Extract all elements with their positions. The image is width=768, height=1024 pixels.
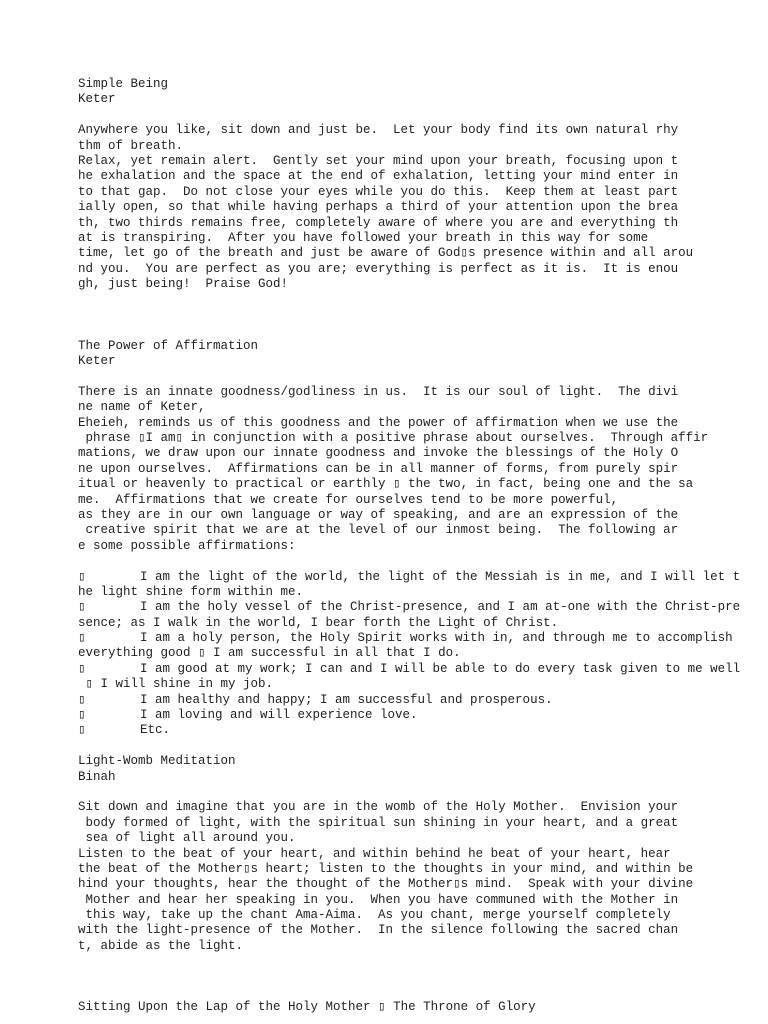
body-line: he exhalation and the space at the end of exhalation, letting your mind enter in <box>78 169 679 184</box>
spacer <box>78 292 768 307</box>
spacer <box>78 369 768 384</box>
body-line: phrase ▯I am▯ in conjunction with a positive phrase about ourselves. Through affir <box>78 430 709 445</box>
spacer <box>78 954 768 969</box>
body-line: Anywhere you like, sit down and just be. Let your body find its own natural rhy <box>78 123 679 138</box>
list-item-continuation: he light shine form within me. <box>78 584 304 599</box>
body-line: hind your thoughts, hear the thought of the Mother▯s mind. Speak with your divine <box>78 877 694 892</box>
list-item <box>78 708 768 723</box>
body-line: the beat of the Mother▯s heart; listen to the thoughts in your mind, and within be <box>78 861 694 876</box>
bullet-glyph: ▯ <box>78 631 86 646</box>
list-item-text: I am good at my work; I can and I will be able to do every task given to me well <box>140 661 741 676</box>
list-item <box>78 631 768 646</box>
body-line: There is an innate goodness/godliness in us. It is our soul of light. The divi <box>78 384 679 399</box>
list-item-text: I am a holy person, the Holy Spirit works with in, and through me to accomplish <box>140 631 733 646</box>
section-sephirah: Keter <box>78 92 116 107</box>
spacer <box>78 739 768 754</box>
spacer <box>78 985 768 1000</box>
list-item-continuation: sence; as I walk in the world, I bear forth the Light of Christ. <box>78 615 559 630</box>
body-line: to that gap. Do not close your eyes while you do this. Keep them at least part <box>78 184 679 199</box>
bullet-glyph: ▯ <box>78 708 86 723</box>
section-sephirah: Binah <box>78 769 116 784</box>
body-line: t, abide as the light. <box>78 938 244 953</box>
body-line: Listen to the beat of your heart, and within behind he beat of your heart, hear <box>78 846 671 861</box>
bullet-glyph: ▯ <box>78 692 86 707</box>
list-item <box>78 662 768 677</box>
body-line: Relax, yet remain alert. Gently set your mind upon your breath, focusing upon t <box>78 153 679 168</box>
spacer <box>78 308 768 323</box>
document-page <box>78 77 768 1016</box>
section-title: Sitting Upon the Lap of the Holy Mother ▯ The Throne of Glory <box>78 1000 536 1015</box>
spacer <box>78 785 768 800</box>
body-line: e some possible affirmations: <box>78 538 296 553</box>
body-line: with the light-presence of the Mother. In the silence following the sacred chan <box>78 923 679 938</box>
body-line: me. Affirmations that we create for ourselves tend to be more powerful, <box>78 492 619 507</box>
body-line: itual or heavenly to practical or earthly ▯ the two, in fact, being one and the sa <box>78 477 694 492</box>
spacer <box>78 108 768 123</box>
spacer <box>78 323 768 338</box>
list-item <box>78 693 768 708</box>
list-item-text: I am healthy and happy; I am successful and prosperous. <box>140 692 553 707</box>
body-line: Sit down and imagine that you are in the womb of the Holy Mother. Envision your <box>78 800 679 815</box>
body-line: ne name of Keter, <box>78 400 206 415</box>
bullet-glyph: ▯ <box>78 661 86 676</box>
section-title: Simple Being <box>78 77 169 91</box>
body-line: sea of light all around you. <box>78 831 296 846</box>
bullet-glyph: ▯ <box>78 569 86 584</box>
body-line: this way, take up the chant Ama-Aima. As you chant, merge yourself completely <box>78 908 671 923</box>
spacer <box>78 970 768 985</box>
bullet-glyph: ▯ <box>78 600 86 615</box>
body-line: ially open, so that while having perhaps a third of your attention upon the brea <box>78 200 679 215</box>
body-line: as they are in our own language or way of speaking, and are an expression of the <box>78 507 679 522</box>
spacer <box>78 554 768 569</box>
body-line: Mother and hear her speaking in you. When you have communed with the Mother in <box>78 892 679 907</box>
list-item-text: I am the light of the world, the light of the Messiah is in me, and I will let t <box>140 569 741 584</box>
list-item <box>78 600 768 615</box>
list-item-text: I am loving and will experience love. <box>140 708 418 723</box>
body-line: ne upon ourselves. Affirmations can be in all manner of forms, from purely spir <box>78 461 679 476</box>
bullet-glyph: ▯ <box>78 723 86 738</box>
list-item-continuation: ▯ I will shine in my job. <box>78 677 274 692</box>
body-line: mations, we draw upon our innate goodness and invoke the blessings of the Holy O <box>78 446 679 461</box>
section-sephirah: Keter <box>78 354 116 369</box>
body-line: time, let go of the breath and just be aware of God▯s presence within and all arou <box>78 246 694 261</box>
list-item <box>78 723 768 738</box>
body-line: gh, just being! Praise God! <box>78 277 289 292</box>
body-line: nd you. You are perfect as you are; everything is perfect as it is. It is enou <box>78 261 679 276</box>
list-item-continuation: everything good ▯ I am successful in all that I do. <box>78 646 461 661</box>
section-title: Light-Womb Meditation <box>78 754 236 769</box>
body-line: at is transpiring. After you have followed your breath in this way for some <box>78 230 649 245</box>
list-item-text: I am the holy vessel of the Christ-presence, and I am at-one with the Christ-pre <box>140 600 741 615</box>
section-title: The Power of Affirmation <box>78 338 259 353</box>
body-line: Eheieh, reminds us of this goodness and the power of affirmation when we use the <box>78 415 679 430</box>
body-line: creative spirit that we are at the level of our inmost being. The following ar <box>78 523 679 538</box>
body-line: thm of breath. <box>78 138 184 153</box>
body-line: body formed of light, with the spiritual sun shining in your heart, and a great <box>78 815 679 830</box>
list-item-text: Etc. <box>140 723 171 738</box>
body-line: th, two thirds remains free, completely aware of where you are and everything th <box>78 215 679 230</box>
list-item <box>78 570 768 585</box>
